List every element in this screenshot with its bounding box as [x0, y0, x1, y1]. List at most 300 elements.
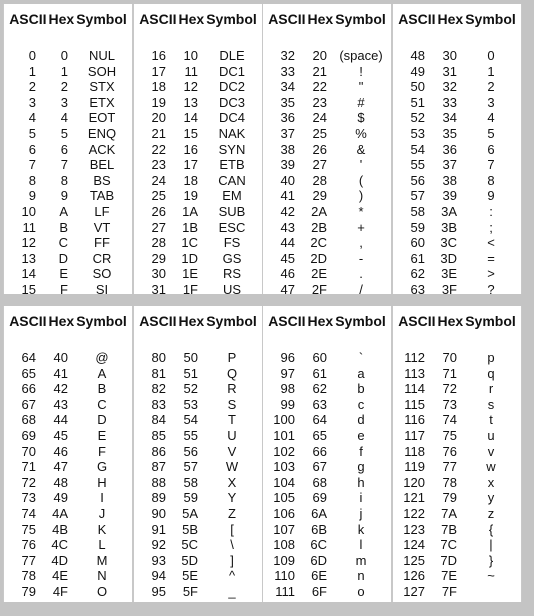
table-row [4, 204, 132, 220]
ascii-value: 98 [280, 381, 295, 397]
symbol-value: D [97, 412, 107, 428]
hex-value: 78 [442, 474, 457, 490]
table-row [4, 444, 132, 460]
symbol-value: ETX [89, 94, 115, 110]
symbol-value: F [98, 443, 106, 459]
ascii-value: 68 [21, 412, 36, 428]
ascii-value: 16 [151, 48, 166, 63]
table-row [263, 522, 391, 538]
symbol-value: + [357, 219, 365, 235]
symbol-value: h [357, 474, 365, 490]
symbol-value: TAB [89, 188, 115, 204]
hex-value: 56 [183, 443, 198, 459]
table-row [393, 266, 521, 282]
table-row [4, 350, 132, 366]
symbol-value: M [96, 552, 108, 568]
symbol-value: K [97, 521, 107, 537]
hex-value: 6A [311, 505, 327, 521]
table-row [393, 444, 521, 460]
table-row [393, 381, 521, 397]
ascii-value: 124 [403, 537, 425, 553]
table-row [263, 553, 391, 569]
hex-value: 12 [183, 79, 198, 95]
ascii-value: 2 [28, 79, 36, 95]
ascii-value: 56 [410, 172, 425, 188]
ascii-value: 28 [151, 235, 166, 251]
table-row [263, 64, 391, 80]
table-row [134, 126, 262, 142]
hex-value: 74 [442, 412, 457, 428]
table-row [263, 490, 391, 506]
hex-value: 1F [182, 281, 198, 297]
table-row [134, 444, 262, 460]
ascii-value: 80 [151, 350, 166, 365]
table-row [4, 522, 132, 538]
symbol-value: 9 [487, 188, 495, 204]
hex-value: 37 [442, 157, 457, 173]
ascii-value: 21 [151, 125, 166, 141]
hex-value: 16 [183, 141, 198, 157]
hex-value: 9 [60, 188, 68, 204]
table-row [134, 64, 262, 80]
symbol-value: , [359, 235, 363, 251]
panel-rows [4, 350, 132, 600]
table-row [393, 366, 521, 382]
ascii-value: 24 [151, 172, 166, 188]
ascii-value: 84 [151, 412, 166, 428]
ascii-value: 97 [280, 365, 295, 381]
header-hex: Hex [48, 313, 75, 329]
table-row [263, 142, 391, 158]
symbol-value: ) [358, 188, 364, 204]
table-row [263, 459, 391, 475]
hex-value: 7D [440, 552, 457, 568]
table-row [4, 568, 132, 584]
symbol-value: W [225, 459, 239, 475]
ascii-value: 23 [151, 157, 166, 173]
table-row [134, 235, 262, 251]
ascii-value: 59 [410, 219, 425, 235]
symbol-value: f [359, 443, 363, 459]
ascii-value: 72 [21, 474, 36, 490]
table-row [4, 266, 132, 282]
table-row [263, 584, 391, 600]
table-row [263, 397, 391, 413]
table-row [4, 381, 132, 397]
table-row [4, 553, 132, 569]
hex-value: 72 [442, 381, 457, 397]
ascii-panel [262, 306, 392, 602]
ascii-value: 46 [280, 266, 295, 282]
header-hex: Hex [307, 11, 334, 27]
ascii-value: 35 [280, 94, 295, 110]
table-row [4, 79, 132, 95]
hex-value: 32 [442, 79, 457, 95]
ascii-value: 116 [404, 412, 425, 428]
symbol-value: I [100, 490, 104, 506]
symbol-value: DC1 [218, 63, 245, 79]
hex-value: 45 [53, 427, 68, 443]
symbol-value: { [488, 521, 494, 537]
hex-value: 77 [442, 459, 457, 475]
hex-value: 11 [184, 63, 198, 79]
hex-value: 3B [441, 219, 457, 235]
table-row [4, 428, 132, 444]
ascii-value: 63 [410, 281, 425, 297]
table-row [263, 126, 391, 142]
ascii-panel [3, 306, 133, 602]
ascii-value: 87 [151, 459, 166, 475]
symbol-value: 3 [487, 94, 495, 110]
header-hex: Hex [437, 11, 464, 27]
ascii-value: 71 [21, 459, 36, 475]
ascii-value: 36 [280, 110, 295, 126]
hex-value: 75 [442, 427, 457, 443]
hex-value: 2 [60, 79, 68, 95]
table-row [393, 142, 521, 158]
ascii-value: 58 [410, 203, 425, 219]
ascii-value: 114 [404, 381, 425, 397]
hex-value: 2A [311, 203, 327, 219]
hex-value: 48 [53, 474, 68, 490]
panel-header [4, 306, 132, 336]
hex-value: 40 [53, 350, 68, 365]
symbol-value: 6 [487, 141, 495, 157]
symbol-value: < [487, 235, 495, 251]
symbol-value: SI [95, 281, 109, 297]
symbol-value: (space) [339, 48, 383, 63]
header-symbol: Symbol [206, 313, 257, 329]
ascii-value: 43 [280, 219, 295, 235]
ascii-value: 73 [21, 490, 36, 506]
ascii-value: 108 [273, 537, 295, 553]
table-row [134, 79, 262, 95]
symbol-value: % [355, 125, 367, 141]
table-row [134, 95, 262, 111]
ascii-value: 32 [280, 48, 295, 63]
ascii-value: 101 [273, 427, 295, 443]
ascii-value: 76 [21, 537, 36, 553]
table-row [263, 266, 391, 282]
ascii-value: 20 [151, 110, 166, 126]
ascii-value: 47 [280, 281, 295, 297]
hex-value: 4A [52, 505, 68, 521]
ascii-value: 54 [410, 141, 425, 157]
panel-rows [134, 48, 262, 298]
hex-value: 2D [310, 250, 327, 266]
symbol-value: $ [357, 110, 365, 126]
table-row [393, 490, 521, 506]
hex-value: 4D [51, 552, 68, 568]
symbol-value: STX [89, 79, 115, 95]
symbol-value: ] [230, 552, 234, 568]
header-hex: Hex [437, 313, 464, 329]
hex-value: 70 [442, 350, 457, 365]
hex-value: 0 [60, 48, 68, 63]
table-row [393, 220, 521, 236]
symbol-value: Q [226, 365, 238, 381]
hex-value: 7C [440, 537, 457, 553]
ascii-value: 105 [273, 490, 295, 506]
symbol-value: ( [358, 172, 364, 188]
table-row [134, 157, 262, 173]
ascii-value: 30 [151, 266, 166, 282]
symbol-value: u [487, 427, 495, 443]
hex-value: 10 [183, 48, 198, 63]
header-ascii: ASCII [268, 313, 306, 329]
hex-value: 36 [442, 141, 457, 157]
ascii-value: 77 [21, 552, 36, 568]
symbol-value: = [487, 250, 495, 266]
symbol-value: c [357, 396, 365, 412]
table-row [134, 584, 262, 600]
ascii-value: 3 [28, 94, 36, 110]
hex-value: 29 [312, 188, 327, 204]
table-row [393, 537, 521, 553]
ascii-value: 13 [21, 250, 36, 266]
ascii-value: 33 [280, 63, 295, 79]
hex-value: 58 [183, 474, 198, 490]
hex-value: B [59, 219, 68, 235]
symbol-value: EM [222, 188, 242, 204]
ascii-value: 69 [21, 427, 36, 443]
table-row [134, 490, 262, 506]
ascii-value: 26 [151, 203, 166, 219]
table-row [4, 584, 132, 600]
symbol-value: SYN [218, 141, 246, 157]
symbol-value: * [358, 203, 364, 219]
hex-value: 20 [312, 48, 327, 63]
hex-value: 4F [52, 583, 68, 599]
hex-value: 60 [312, 350, 327, 365]
table-row [4, 506, 132, 522]
table-row [134, 220, 262, 236]
hex-value: 6E [311, 568, 327, 584]
table-row [134, 204, 262, 220]
table-row [393, 110, 521, 126]
symbol-value: DC3 [218, 94, 245, 110]
table-row [393, 506, 521, 522]
table-row [393, 568, 521, 584]
symbol-value: ; [489, 219, 493, 235]
table-row [4, 126, 132, 142]
hex-value: 55 [183, 427, 198, 443]
hex-value: 15 [183, 125, 198, 141]
hex-value: 62 [312, 381, 327, 397]
symbol-value: A [97, 365, 107, 381]
hex-value: 13 [183, 94, 198, 110]
panel-rows [393, 350, 521, 600]
symbol-value: X [227, 474, 237, 490]
symbol-value: g [357, 459, 365, 475]
symbol-value: ACK [88, 141, 116, 157]
table-row [393, 204, 521, 220]
table-row [4, 537, 132, 553]
hex-value: 4 [60, 110, 68, 126]
hex-value: 39 [442, 188, 457, 204]
ascii-value: 123 [403, 521, 425, 537]
ascii-value: 118 [404, 443, 425, 459]
header-hex: Hex [178, 11, 205, 27]
hex-value: 7A [441, 505, 457, 521]
ascii-value: 79 [21, 583, 36, 599]
table-row [393, 126, 521, 142]
hex-value: 28 [312, 172, 327, 188]
hex-value: 7B [441, 521, 457, 537]
header-ascii: ASCII [9, 313, 47, 329]
ascii-value: 115 [404, 396, 425, 412]
symbol-value: ^ [228, 568, 236, 584]
table-row [134, 475, 262, 491]
ascii-value: 49 [410, 63, 425, 79]
ascii-value: 122 [403, 505, 425, 521]
panel-rows [263, 350, 391, 600]
symbol-value: ETB [219, 157, 245, 173]
hex-value: 51 [183, 365, 198, 381]
panel-header [393, 306, 521, 336]
ascii-value: 88 [151, 474, 166, 490]
table-row [393, 282, 521, 298]
hex-value: 41 [53, 365, 68, 381]
ascii-value: 104 [273, 474, 295, 490]
symbol-value: C [97, 396, 107, 412]
table-row [393, 157, 521, 173]
table-row [4, 282, 132, 298]
table-row [263, 204, 391, 220]
symbol-value: n [357, 568, 365, 584]
hex-value: 6B [311, 521, 327, 537]
ascii-value: 66 [21, 381, 36, 397]
hex-value: 7F [441, 583, 457, 599]
table-row [263, 220, 391, 236]
symbol-value: V [227, 443, 237, 459]
header-hex: Hex [307, 313, 334, 329]
symbol-value: @ [95, 350, 109, 365]
table-row [134, 506, 262, 522]
hex-value: 26 [312, 141, 327, 157]
ascii-value: 12 [21, 235, 36, 251]
symbol-value: [ [230, 521, 234, 537]
symbol-value: y [487, 490, 495, 506]
symbol-value: \ [230, 537, 234, 553]
ascii-value: 38 [280, 141, 295, 157]
symbol-value: p [487, 350, 495, 365]
ascii-value: 41 [280, 188, 295, 204]
symbol-value: 8 [487, 172, 495, 188]
table-row [4, 188, 132, 204]
ascii-table-top-block [3, 4, 522, 297]
table-row [263, 235, 391, 251]
hex-value: 14 [183, 110, 198, 126]
hex-value: 38 [442, 172, 457, 188]
symbol-value: ` [358, 350, 364, 365]
table-row [4, 490, 132, 506]
hex-value: 2C [310, 235, 327, 251]
table-row [263, 568, 391, 584]
ascii-value: 40 [280, 172, 295, 188]
ascii-value: 7 [28, 157, 36, 173]
symbol-value: 5 [487, 125, 495, 141]
symbol-value: v [487, 443, 495, 459]
ascii-value: 22 [151, 141, 166, 157]
ascii-value: 107 [273, 521, 295, 537]
ascii-value: 74 [21, 505, 36, 521]
symbol-value: d [357, 412, 365, 428]
table-row [4, 397, 132, 413]
table-row [263, 282, 391, 298]
table-row [134, 412, 262, 428]
hex-value: 3C [440, 235, 457, 251]
table-row [263, 251, 391, 267]
header-ascii: ASCII [268, 11, 306, 27]
panel-rows [263, 48, 391, 298]
ascii-value: 103 [273, 459, 295, 475]
table-row [263, 79, 391, 95]
table-row [4, 366, 132, 382]
ascii-value: 121 [403, 490, 425, 506]
symbol-value: e [357, 427, 365, 443]
symbol-value: i [359, 490, 363, 506]
ascii-value: 25 [151, 188, 166, 204]
symbol-value: 2 [487, 79, 495, 95]
symbol-value: EOT [88, 110, 116, 126]
hex-value: 30 [442, 48, 457, 63]
table-row [4, 251, 132, 267]
ascii-value: 117 [404, 427, 425, 443]
ascii-value: 94 [151, 568, 166, 584]
ascii-value: 96 [280, 350, 295, 365]
ascii-value: 19 [151, 94, 166, 110]
ascii-value: 42 [280, 203, 295, 219]
ascii-value: 29 [151, 250, 166, 266]
symbol-value: S [227, 396, 237, 412]
ascii-value: 113 [404, 365, 425, 381]
ascii-value: 86 [151, 443, 166, 459]
symbol-value: GS [222, 250, 242, 266]
hex-value: 4C [51, 537, 68, 553]
hex-value: 34 [442, 110, 457, 126]
symbol-value: Y [227, 490, 237, 506]
table-row [134, 381, 262, 397]
ascii-value: 62 [410, 266, 425, 282]
symbol-value: SOH [87, 63, 117, 79]
symbol-value: RS [222, 266, 242, 282]
hex-value: 7 [60, 157, 68, 173]
symbol-value: x [487, 474, 495, 490]
symbol-value: 4 [487, 110, 495, 126]
ascii-panel [133, 306, 263, 602]
hex-value: 53 [183, 396, 198, 412]
symbol-value: } [488, 552, 494, 568]
header-symbol: Symbol [76, 313, 127, 329]
hex-value: 79 [442, 490, 457, 506]
symbol-value: ' [359, 157, 363, 173]
ascii-value: 52 [410, 110, 425, 126]
symbol-value: q [487, 365, 495, 381]
ascii-value: 83 [151, 396, 166, 412]
table-row [263, 428, 391, 444]
table-row [134, 428, 262, 444]
table-row [263, 366, 391, 382]
header-symbol: Symbol [76, 11, 127, 27]
hex-value: 8 [60, 172, 68, 188]
header-ascii: ASCII [398, 313, 436, 329]
table-row [134, 568, 262, 584]
ascii-value: 119 [404, 459, 425, 475]
ascii-value: 53 [410, 125, 425, 141]
panel-rows [393, 48, 521, 298]
hex-value: 52 [183, 381, 198, 397]
